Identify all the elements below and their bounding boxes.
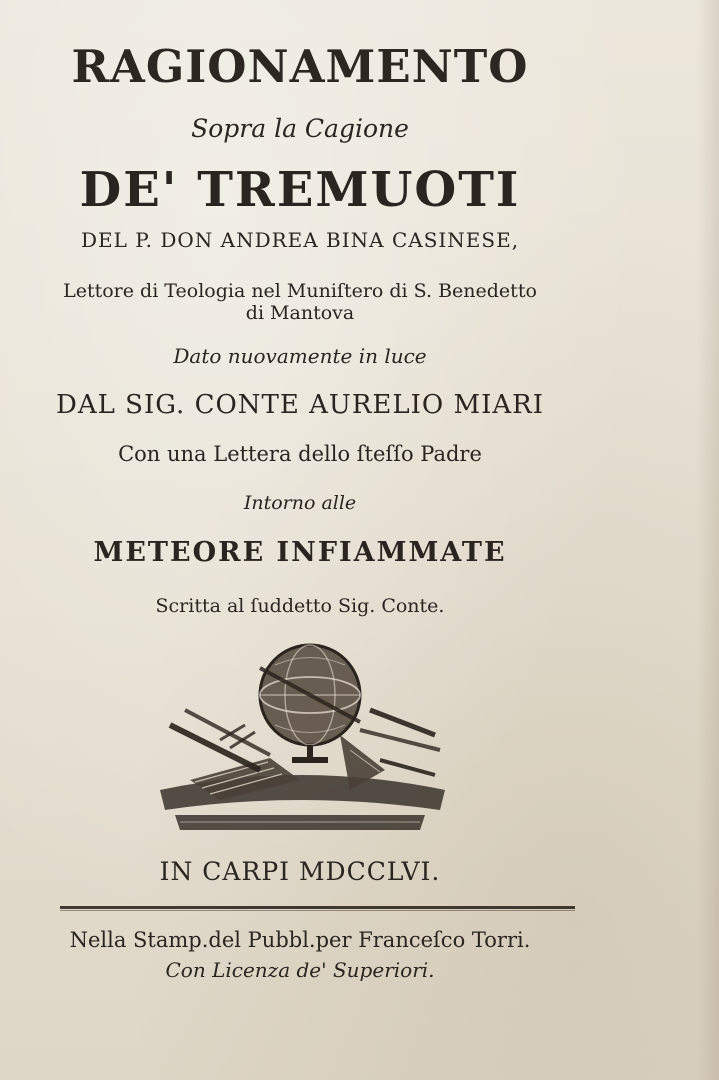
globe-instruments-vignette [150,640,450,840]
republished-line: Dato nuovamente in luce [173,344,427,368]
author-role-line-2: di Mantova [245,302,355,324]
printer-line: Nella Stamp.del Pubbl.per Franceſco Torri. [69,928,531,952]
editor-line: DAL SIG. CONTE AURELIO MIARI [55,390,545,420]
dedication-line: Scritta al ſuddetto Sig. Conte. [155,595,445,617]
divider-rule [60,906,575,909]
author-role-line-1: Lettore di Teologia nel Muniſtero di S. Benedetto [63,280,537,302]
license-line: Con Licenza de' Superiori. [165,958,435,982]
subtitle: Sopra la Cagione [191,114,409,143]
imprint-line: IN CARPI MDCCLVI. [159,857,441,886]
divider-rule-thin [60,910,575,911]
topic-line: METEORE INFIAMMATE [93,537,507,568]
author-line: DEL P. DON ANDREA BINA CASINESE, [80,228,520,252]
book-title: RAGIONAMENTO [71,40,529,93]
main-title: DE' TREMUOTI [79,162,521,218]
about-line: Intorno alle [243,492,357,514]
letter-line: Con una Lettera dello ſteſſo Padre [118,442,482,466]
